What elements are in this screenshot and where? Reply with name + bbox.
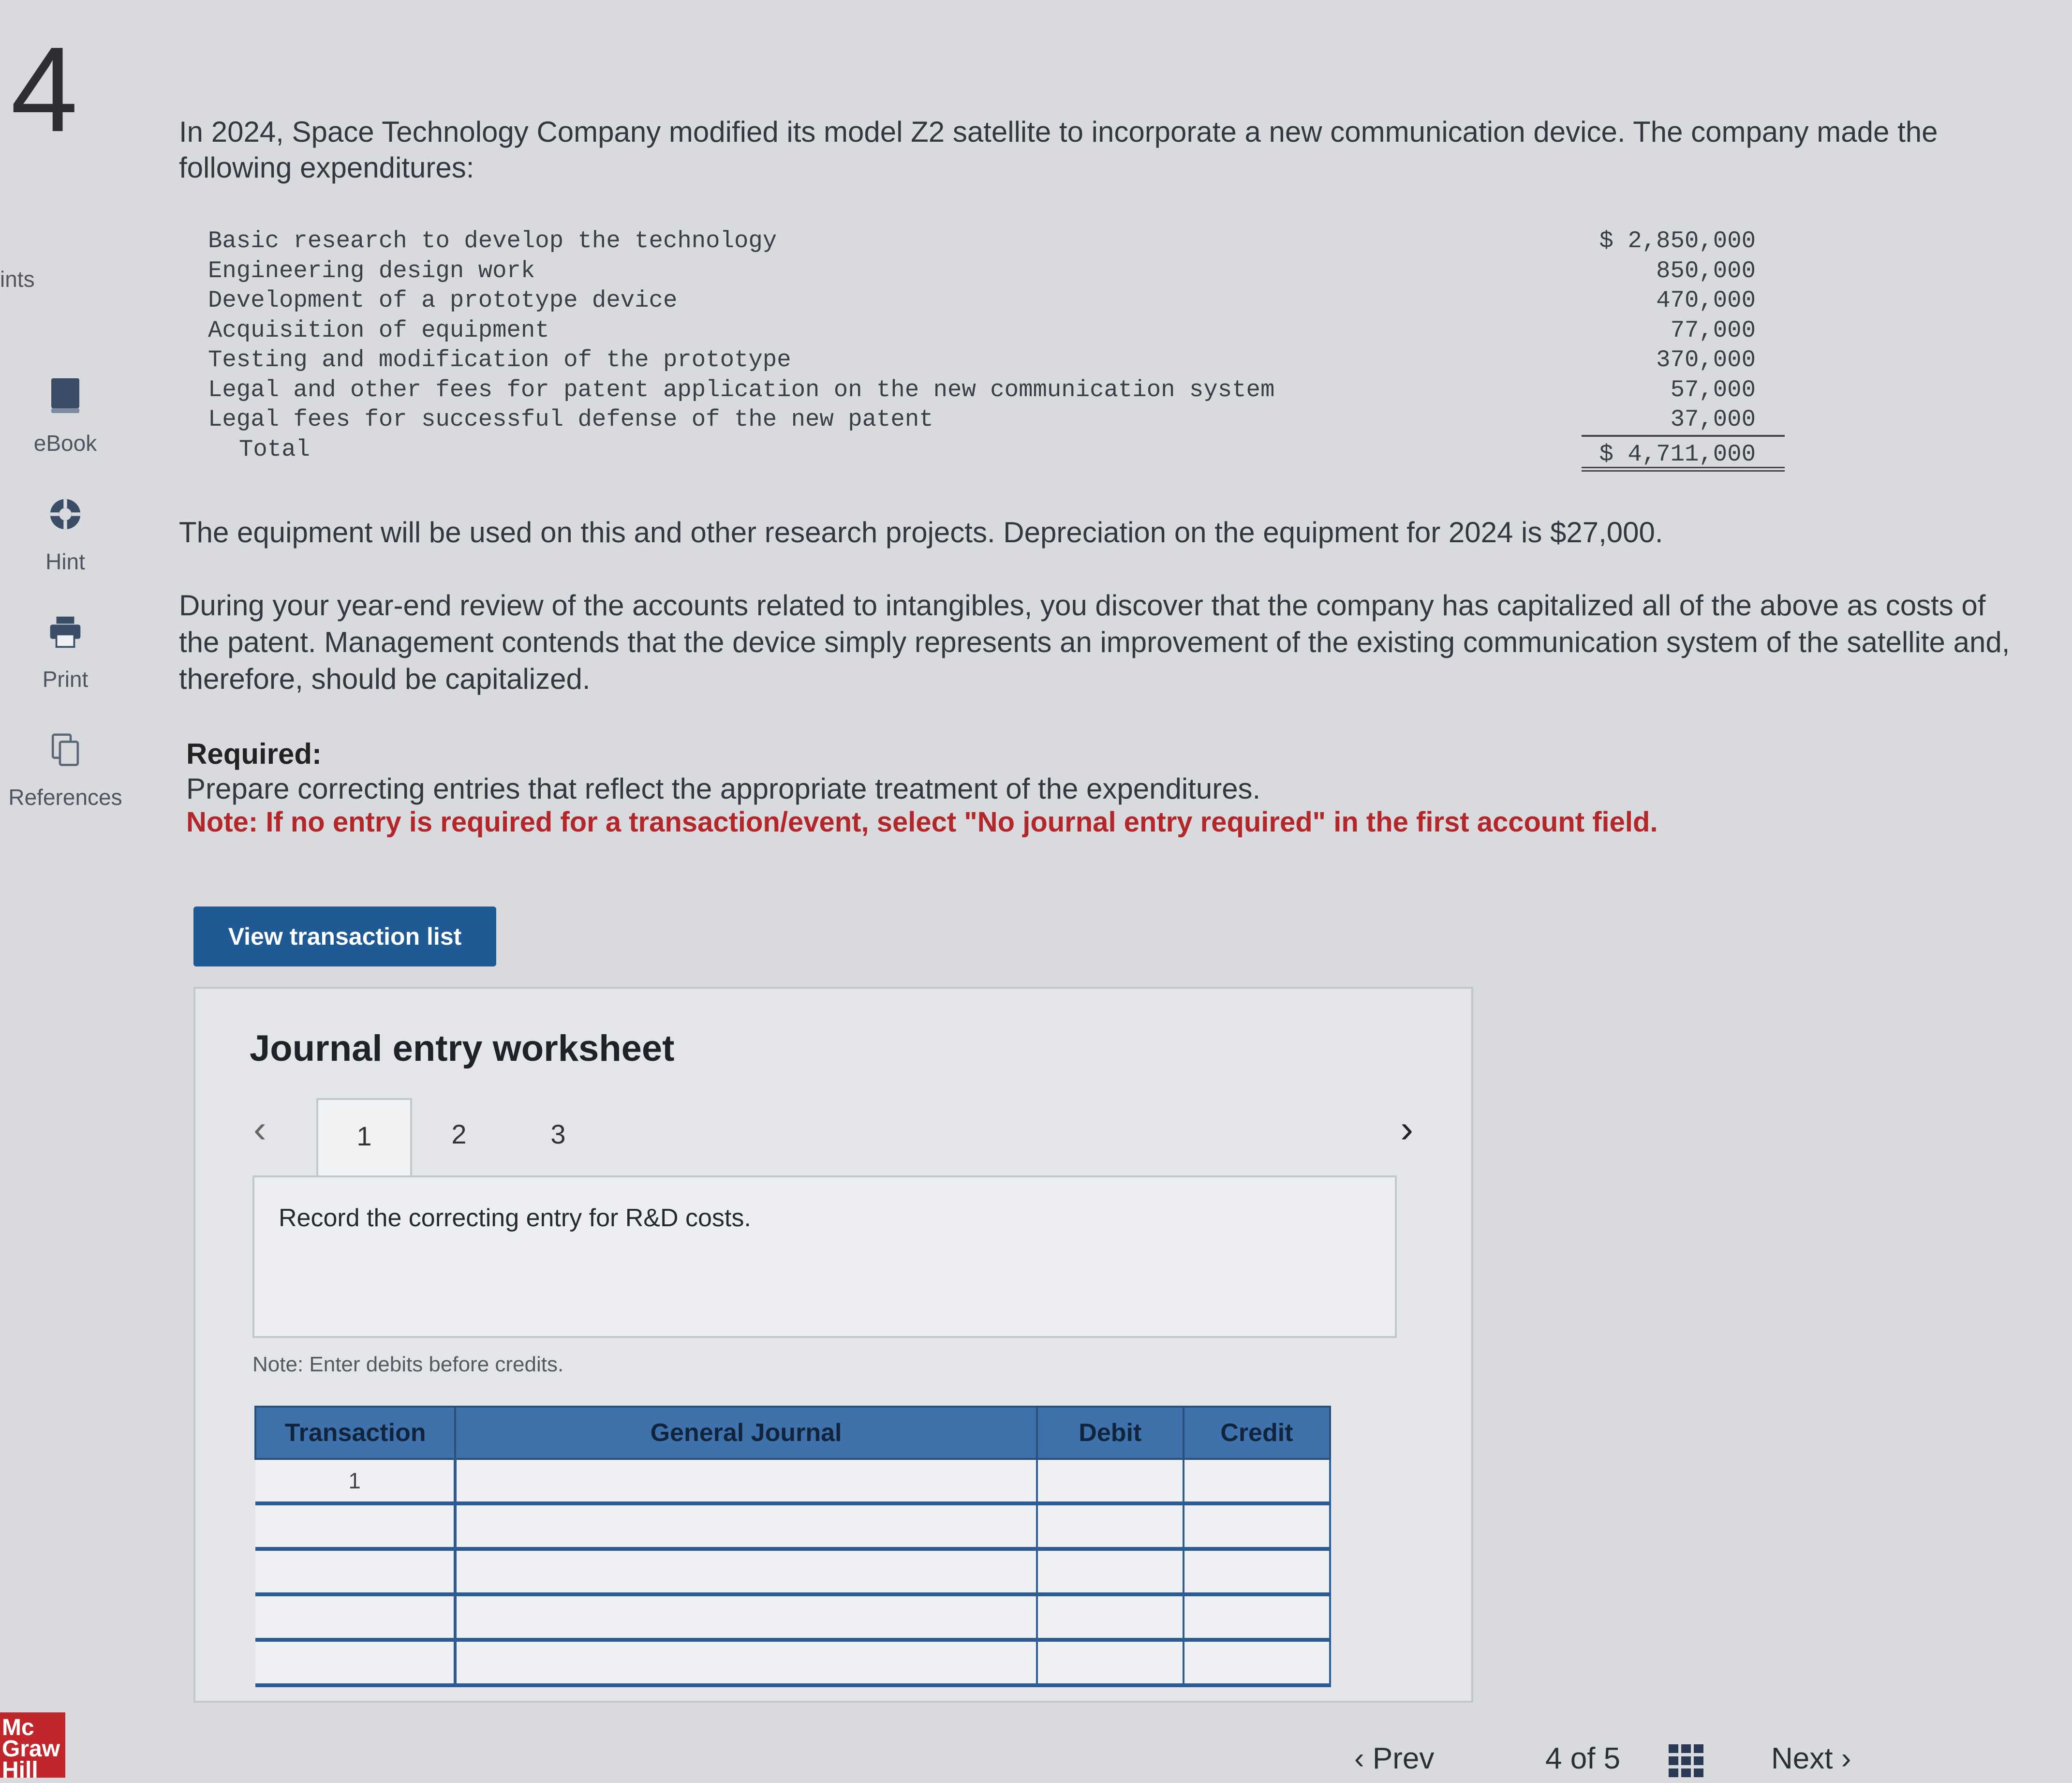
total-amount: $ 4,711,000 xyxy=(1582,435,1785,472)
sidebar-item-ebook[interactable] xyxy=(0,377,131,456)
expenditure-row xyxy=(208,345,1785,375)
tab-3[interactable]: 3 xyxy=(550,1119,566,1149)
expenditure-row xyxy=(208,405,1785,435)
expenditure-amount: 37,000 xyxy=(1670,406,1756,433)
credit-input[interactable] xyxy=(1184,1503,1330,1549)
debit-input[interactable] xyxy=(1037,1503,1184,1549)
expenditure-label: Basic research to develop the technology xyxy=(208,227,777,254)
page-of-label: of xyxy=(1570,1742,1596,1775)
expenditure-row xyxy=(208,286,1785,316)
expenditure-row xyxy=(208,316,1785,346)
expenditure-label: Development of a prototype device xyxy=(208,287,678,314)
journal-entry-worksheet xyxy=(193,987,1473,1703)
sidebar-item-label: References xyxy=(8,785,122,810)
credit-input[interactable] xyxy=(1184,1594,1330,1640)
prev-button[interactable] xyxy=(1354,1741,1434,1776)
sidebar-item-references[interactable] xyxy=(0,731,131,810)
table-row xyxy=(255,1459,1330,1503)
account-select[interactable] xyxy=(455,1640,1036,1685)
required-note: Note: If no entry is required for a transaction/event, select "No journal entry required" in the first account field. xyxy=(186,806,1658,838)
current-page: 4 xyxy=(1545,1742,1562,1775)
intro-text: In 2024, Space Technology Company modified its model Z2 satellite to incorporate a new communication device. The company made the following expenditures: xyxy=(179,116,1938,184)
tab-1[interactable]: 1 xyxy=(316,1098,412,1177)
transaction-cell xyxy=(255,1549,455,1594)
publisher-logo: Mc Graw Hill xyxy=(0,1712,65,1778)
view-transaction-list-button[interactable]: View transaction list xyxy=(193,906,496,966)
sidebar-item-label: eBook xyxy=(33,431,97,456)
copy-icon xyxy=(48,731,82,768)
transaction-cell: 1 xyxy=(255,1459,455,1503)
sidebar-item-print[interactable] xyxy=(0,613,131,692)
expenditure-amount: 370,000 xyxy=(1656,346,1756,373)
credit-input[interactable] xyxy=(1184,1459,1330,1503)
expenditure-row xyxy=(208,375,1785,405)
journal-table xyxy=(254,1406,1331,1687)
total-label: Total xyxy=(239,435,311,463)
worksheet-title: Journal entry worksheet xyxy=(250,1028,675,1069)
sidebar-item-hint[interactable] xyxy=(0,496,131,575)
required-body: Prepare correcting entries that reflect the appropriate treatment of the expenditures. xyxy=(186,773,1261,805)
column-header-general-journal: General Journal xyxy=(455,1407,1036,1459)
account-select[interactable] xyxy=(455,1459,1036,1503)
expenditure-label: Engineering design work xyxy=(208,257,535,284)
column-header-transaction: Transaction xyxy=(255,1407,455,1459)
tab-2[interactable]: 2 xyxy=(451,1119,467,1149)
expenditure-label: Testing and modification of the prototype xyxy=(208,346,791,373)
expenditure-amount: 850,000 xyxy=(1656,257,1756,284)
total-row xyxy=(208,435,1785,468)
expenditure-label: Legal fees for successful defense of the new patent xyxy=(208,406,933,433)
grid-icon[interactable] xyxy=(1669,1744,1703,1777)
credit-input[interactable] xyxy=(1184,1640,1330,1685)
chevron-left-icon: ‹ xyxy=(1354,1742,1373,1775)
transaction-cell xyxy=(255,1594,455,1640)
next-label: Next xyxy=(1771,1742,1833,1775)
table-row xyxy=(255,1640,1330,1685)
table-row xyxy=(255,1503,1330,1549)
debit-input[interactable] xyxy=(1037,1549,1184,1594)
total-pages: 5 xyxy=(1603,1742,1621,1775)
equipment-note: The equipment will be used on this and other research projects. Depreciation on the equipment for 2024 is $27,000. xyxy=(179,516,1663,549)
expenditures-table xyxy=(208,226,1785,468)
expenditure-amount: 470,000 xyxy=(1656,287,1756,314)
expenditure-row xyxy=(208,256,1785,286)
column-header-credit: Credit xyxy=(1184,1407,1330,1459)
prev-label: Prev xyxy=(1372,1742,1435,1775)
expenditure-amount: $ 2,850,000 xyxy=(1599,227,1756,254)
expenditure-row xyxy=(208,226,1785,256)
table-row xyxy=(255,1594,1330,1640)
chevron-right-icon[interactable]: › xyxy=(1400,1107,1413,1150)
transaction-cell xyxy=(255,1640,455,1685)
chevron-left-icon[interactable]: ‹ xyxy=(253,1107,266,1150)
review-text: During your year-end review of the accounts related to intangibles, you discover that the company has capitalized all of the above as costs of the patent. Management contends that the device simply represents an improvement of the existing communication system of the satellite and, therefore, should be capitalized. xyxy=(179,589,2010,695)
debit-input[interactable] xyxy=(1037,1594,1184,1640)
expenditure-label: Legal and other fees for patent application on the new communication system xyxy=(208,376,1275,403)
column-header-debit: Debit xyxy=(1037,1407,1184,1459)
expenditure-amount: 77,000 xyxy=(1670,316,1756,344)
points-label: ints xyxy=(0,267,35,292)
transaction-cell xyxy=(255,1503,455,1549)
worksheet-note: Note: Enter debits before credits. xyxy=(252,1352,564,1376)
printer-icon xyxy=(48,613,82,650)
book-icon xyxy=(48,377,82,414)
page-indicator xyxy=(1545,1741,1620,1776)
sidebar-item-label: Print xyxy=(42,667,89,692)
table-row xyxy=(255,1549,1330,1594)
lifebuoy-icon xyxy=(48,496,82,533)
worksheet-instruction: Record the correcting entry for R&D costs. xyxy=(279,1204,751,1232)
chevron-right-icon: › xyxy=(1833,1742,1851,1775)
expenditure-label: Acquisition of equipment xyxy=(208,316,549,344)
credit-input[interactable] xyxy=(1184,1549,1330,1594)
account-select[interactable] xyxy=(455,1549,1036,1594)
required-title: Required: xyxy=(186,738,322,770)
account-select[interactable] xyxy=(455,1503,1036,1549)
tab-content xyxy=(252,1175,1397,1338)
debit-input[interactable] xyxy=(1037,1640,1184,1685)
debit-input[interactable] xyxy=(1037,1459,1184,1503)
sidebar-item-label: Hint xyxy=(45,549,85,574)
expenditure-amount: 57,000 xyxy=(1670,376,1756,403)
question-number: 4 xyxy=(11,22,78,157)
account-select[interactable] xyxy=(455,1594,1036,1640)
next-button[interactable] xyxy=(1771,1741,1851,1776)
